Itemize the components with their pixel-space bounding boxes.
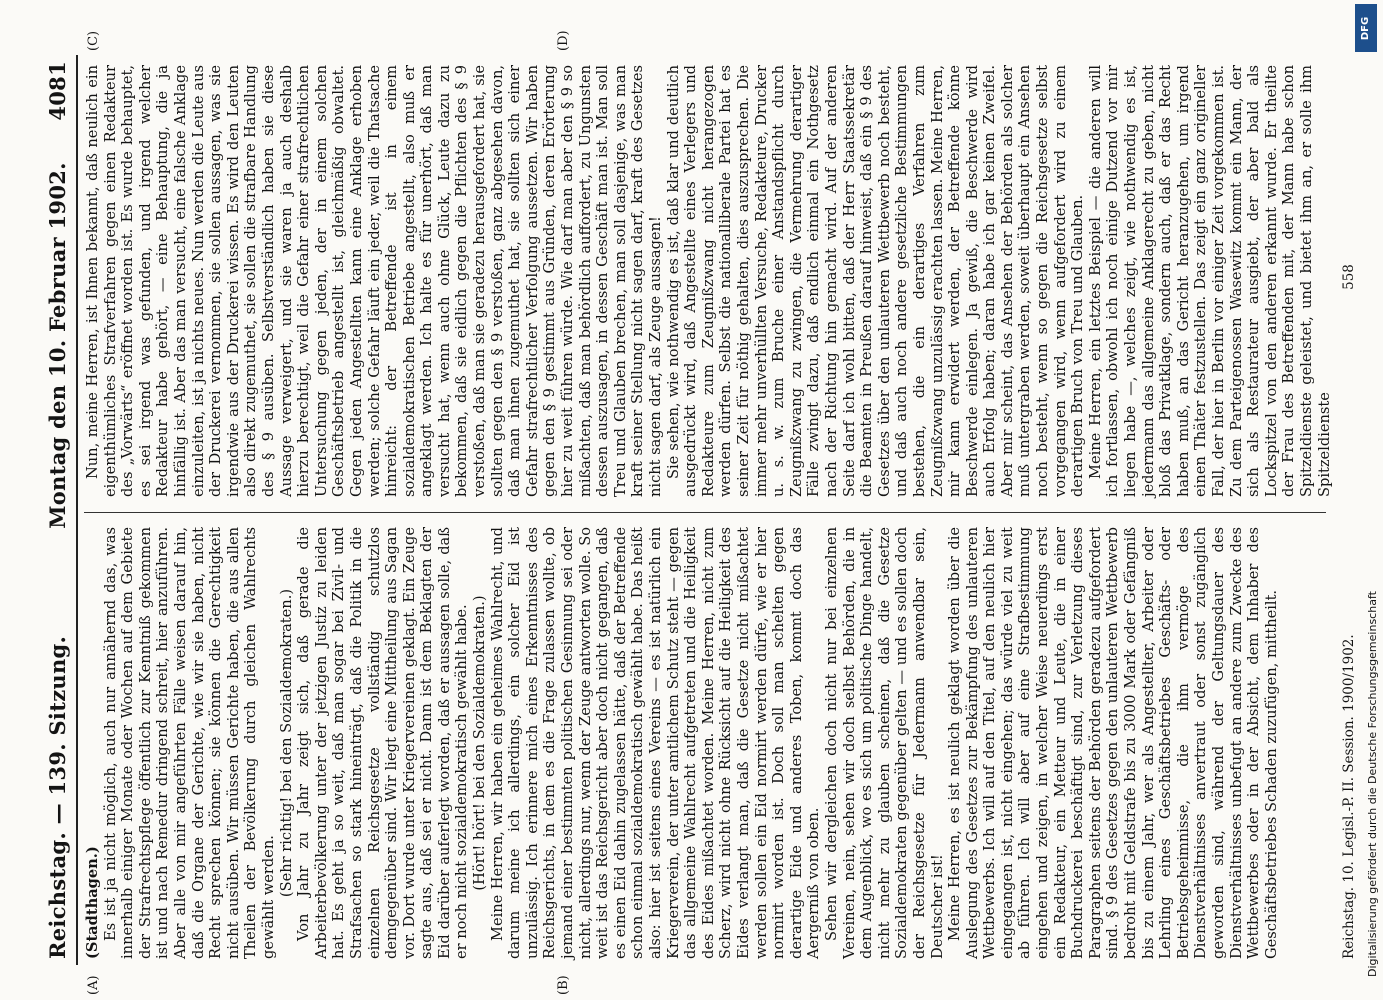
header-date: Montag den 10. Februar 1902.	[45, 162, 70, 529]
page-number: 4081	[45, 61, 70, 121]
section-marker-a: (A)	[86, 975, 101, 995]
paragraph: Meine Herren, ein letztes Beispiel — die anderen will ich fortlassen, obwohl ich noch einige Dutzend vor mir liegen habe —, welches zeigt, wie nothwendig es ist, jedermann das allgemeine Anklagerecht zu geben, nicht bloß das Privatklage, sondern auch, daß er das Recht haben muß, an das Gericht heranzugehen, um irgend einen Thäter festzustellen. Das zeigt ein ganz origineller Fall, der hier in Berlin vor einiger Zeit vorgekommen ist. Zu dem Parteigenossen Wasewitz kommt ein Mann, der sich als Restaurateur ausgiebt, der aber bald als Lockspitzel von den anderen erkannt wurde. Er theilte der Frau des Betreffenden mit, der Mann habe schon Spitzeldienste geleistet, und bietet ihm an, er solle ihm Spitzeldienste	[1086, 65, 1333, 497]
speaker-label: (Stadthagen.)	[84, 846, 101, 959]
footer-page-number: 558	[1341, 264, 1357, 290]
paragraph: Sehen wir dergleichen doch nicht nur bei einzelnen Vereinen, nein, sehen wir doch selbst Behörden, die in dem Augenblick, wo es sich um politische Dinge handelt, nicht mehr zu glauben scheinen, daß die Gesetze Sozialdemokraten gegenüber gelten — und es sollen doch der Reichsgesetze für Jedermann anwendbar sein, Deutscher ist!	[822, 527, 946, 959]
page-header	[36, 55, 70, 965]
document-page	[36, 30, 1366, 995]
paragraph: Sie sehen, wie nothwendig es ist, daß klar und deutlich ausgedrückt wird, daß Angestellte eines Verlegers und Redakteure zum Zeugnißzwang nicht herangezogen werden dürfen. Selbst die nationalliberale Partei hat es seiner Zeit für nöthig gehalten, dies auszusprechen. Die immer mehr unverhüllten Versuche, Redakteure, Drucker u. s. w. zum Bruche einer Anstandspflicht durch Zeugnißzwang zu zwingen, die Vermehrung derartiger Fälle zwingt dazu, daß endlich einmal ein Nothgesetz nach der Richtung hin gemacht wird. Auf der anderen Seite darf ich wohl bitten, daß der Herr Staatssekretär die Beamten in Preußen darauf hinweist, daß ein § 9 des Gesetzes über den unlauteren Wettbewerb noch besteht, und daß auch noch andere gesetzliche Bestimmungen bestehen, die ein derartiges Verfahren zum Zeugnißzwang unzulässig erachten lassen. Meine Herren, mir kann erwidert werden, der Betreffende könne Beschwerde einlegen. Ja gewiß, die Beschwerde wird auch Erfolg haben; daran habe ich gar keinen Zweifel. Aber mir scheint, das Ansehen der Behörden als solcher muß untergraben werden, soweit überhaupt ein Ansehen noch besteht, wenn so gegen die Reichsgesetze selbst vorgegangen wird, wenn aufgefordert wird zu einem derartigen Bruch von Treu und Glauben.	[664, 65, 1087, 497]
paragraph: Es ist ja nicht möglich, auch nur annähernd das, was innerhalb einiger Monate oder Wochen auf dem Gebiete der Strafrechtspflege öffentlich zur Kenntniß gekommen ist und nach Remedur dringend schreit, hier anzuführen. Aber alle von mir angeführten Fälle weisen darauf hin, daß die Organe der Gerichte, wie wir sie haben, nicht Recht sprechen können; sie können die Gerechtigkeit nicht ausüben. Wir müssen Gerichte haben, die aus allen Theilen der Bevölkerung durch gleichen Wahlrechts gewählt werden.	[101, 527, 277, 959]
section-marker-c: (C)	[86, 30, 101, 51]
paragraph: Meine Herren, es ist neulich geklagt worden über die Auslegung des Gesetzes zur Bekämpfung des unlauteren Wettbewerbs. Ich will auf den Titel, auf den neulich hier eingegangen ist, nicht eingehen; das würde viel zu weit ab führen. Ich will aber auf eine Strafbestimmung eingehen und zeigen, in welcher Weise neuerdings erst ein Redakteur, ein Metteur und Leute, die in einer Buchdruckerei beschäftigt sind, zur Verletzung dieses Paragraphen seitens der Behörden geradezu aufgefordert sind. § 9 des Gesetzes gegen den unlauteren Wettbewerb bedroht mit Geldstrafe bis zu 3000 Mark oder Gefängniß bis zu einem Jahr, wer als Angestellter, Arbeiter oder Lehrling eines Geschäftsbetriebes Geschäfts- oder Betriebsgeheimnisse, die ihm vermöge des Dienstverhältnisses anvertraut oder sonst zugänglich geworden sind, während der Geltungsdauer des Dienstverhältnisses unbefugt an andere zum Zwecke des Wettbewerbes oder in der Absicht, dem Inhaber des Geschäftsbetriebes Schaden zuzufügen, mittheilt.	[946, 527, 1280, 959]
dfg-logo-text: DFG	[1360, 16, 1372, 40]
section-marker-d: (D)	[556, 30, 571, 51]
right-column	[84, 65, 1333, 497]
section-marker-b: (B)	[556, 975, 571, 995]
left-column	[84, 527, 1326, 959]
digitization-note-text: Digitalisierung gefördert durch die Deutsche Forschungsgemeinschaft	[1366, 591, 1379, 977]
paragraph: Meine Herren, wir haben ein geheimes Wahlrecht, und darum meine ich allerdings, ein solcher Eid ist unzulässig. Ich erinnere mich eines Erkenntnisses des Reichsgerichts, in dem es die Frage zulassen wollte, ob jemand einer bestimmten politischen Gesinnung sei oder nicht, allerdings nur, wenn der Zeuge antworten wolle. So weit ist das Reichsgericht aber doch nicht gegangen, daß es einen Eid dahin zugelassen hätte, daß der Betreffende schon einmal sozialdemokratisch gewählt habe. Das heißt also: hier ist seitens eines Vereins — es ist natürlich ein Kriegerverein, der unter amtlichem Schutz steht — gegen das allgemeine Wahlrecht aufgetreten und die Heiligkeit des Eides mißachtet worden. Meine Herren, nicht zum Scherz, wird nicht ohne Rücksicht auf die Heiligkeit des Eides verlangt man, daß die Gesetze nicht mißachtet werden sollen ein Eid normirt werden dürfe, wie er hier normirt worden ist. Doch soll man schelten gegen derartige Eide und anderes Toben, kommt doch das Aergerniß von oben.	[488, 527, 823, 959]
paragraph: Von Jahr zu Jahr zeigt sich, daß gerade die Arbeiterbevölkerung unter der jetzigen Justiz zu leiden hat. Es geht ja so weit, daß man sogar bei Zivil- und Strafsachen so stark hineinträgt, daß die Politik in die einzelnen Reichsgesetze vollständig schutzlos demgegenüber sind. Wir liegt eine Mittheilung aus Sagan vor. Dort wurde unter Kriegervereinen geklagt. Ein Zeuge sagte aus, daß sei er nicht. Dann ist dem Beklagten der Eid darüber auferlegt worden, daß er aussagen solle, daß er noch nicht sozialdemokratisch gewählt habe.	[295, 527, 471, 959]
interjection: (Hört! hört! bei den Sozialdemokraten.)	[471, 595, 489, 891]
paragraph: Nun, meine Herren, ist Ihnen bekannt, daß neulich ein eigenthümliches Strafverfahren gegen einen Redakteur des „Vorwärts“ eröffnet worden ist. Es wurde behauptet, es sei irgend was gefunden, und irgend welcher Redakteur habe gehört, — eine Behauptung, die ja hinfällig ist. Aber das man versucht, eine falsche Anklage einzuleiten, ist ja nichts neues. Nun werden die Leute aus der Druckerei vernommen, sie sollen aussagen, was sie irgendwie aus der Druckerei wissen. Es wird den Leuten also direkt zugemuthet, sie sollen die strafbare Handlung des § 9 ausüben. Selbstverständlich haben sie diese Aussage verweigert, und sie waren ja auch deshalb hierzu berechtigt, weil die Gefahr einer strafrechtlichen Untersuchung gegen jeden, der in einem solchen Geschäftsbetrieb angestellt ist, gleichmäßig obwaltet. Gegen jeden Angestellten kann eine Anklage erhoben werden; solche Gefahr läuft ein jeder, weil die Thatsache hinreicht: der Betreffende ist in einem sozialdemokratischen Betriebe angestellt, also muß er angeklagt werden. Ich halte es für unerhört, daß man versucht hat, wenn auch ohne Glück, Leute dazu zu bekommen, daß sie eidlich gegen die Pflichten des § 9 verstoßen, daß man sie geradezu herausgefordert hat, sie sollten gegen den § 9 verstoßen, ganz abgesehen davon, daß man ihnen zugemuthet hat, sie sollten sich einer Gefahr strafrechtlicher Verfolgung aussetzen. Wir haben gegen den § 9 gestimmt aus Gründen, deren Erörterung hier zu weit führen würde. Wie darf man aber den § 9 so mißachten, daß man behördlich auffordert, zu Ungunsten dessen auszusagen, in dessen Geschäft man ist. Man soll Treu und Glauben brechen, man soll dasjenige, was man kraft seiner Stellung nicht sagen darf, kraft des Gesetzes nicht sagen darf, als Zeuge aussagen!	[84, 65, 664, 497]
digitization-note	[1355, 200, 1377, 990]
footer-session: Reichstag. 10. Legisl.-P. II. Session. 1900/1902.	[1341, 634, 1357, 959]
header-title: Reichstag. — 139. Sitzung.	[45, 635, 70, 959]
column-divider	[84, 512, 1326, 513]
interjection: (Sehr richtig! bei den Sozialdemokraten.)	[277, 588, 295, 898]
dfg-logo	[1355, 4, 1377, 52]
header-rule	[76, 55, 78, 965]
